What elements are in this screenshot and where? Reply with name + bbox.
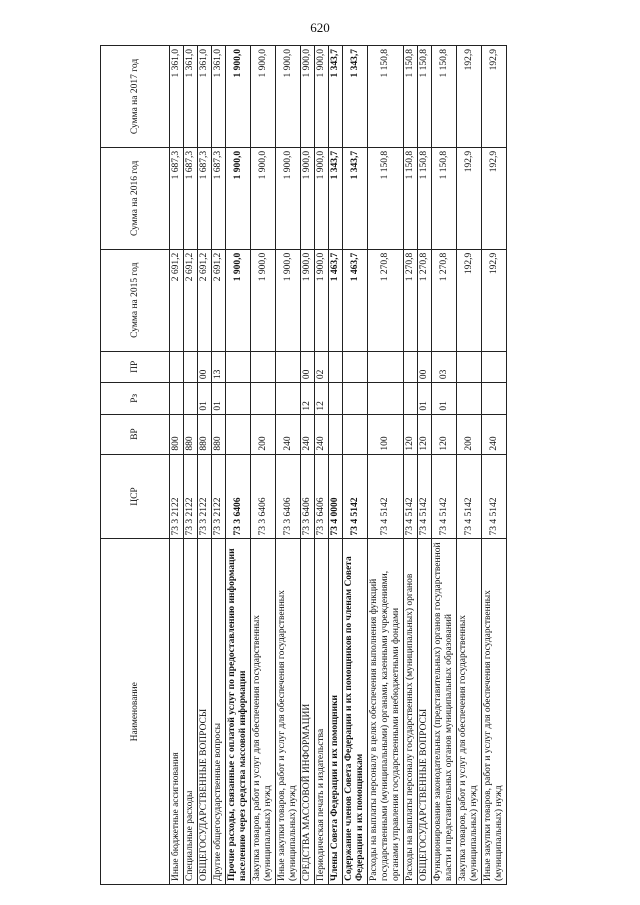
cell-sum-2016: 1 687,3 xyxy=(184,147,198,249)
cell-name: СРЕДСТВА МАССОВОЙ ИНФОРМАЦИИ xyxy=(301,539,315,885)
table-row xyxy=(482,46,507,885)
cell-sum-2015: 1 900,0 xyxy=(315,249,329,351)
cell-sum-2017: 1 361,0 xyxy=(212,46,226,148)
cell-csr: 73 4 5142 xyxy=(343,454,368,539)
table-row xyxy=(212,46,226,885)
cell-vr: 240 xyxy=(482,414,507,454)
header-sum-2015: Сумма на 2015 год xyxy=(101,249,170,351)
cell-csr: 73 4 5142 xyxy=(482,454,507,539)
table-row xyxy=(198,46,212,885)
cell-sum-2017: 1 361,0 xyxy=(184,46,198,148)
cell-sum-2015: 1 270,8 xyxy=(418,249,432,351)
cell-sum-2016: 1 687,3 xyxy=(212,147,226,249)
cell-csr: 73 3 6406 xyxy=(226,454,251,539)
cell-pr xyxy=(184,351,198,383)
cell-vr xyxy=(343,414,368,454)
cell-pr: 13 xyxy=(212,351,226,383)
cell-rz xyxy=(329,383,343,415)
cell-name: Иные бюджетные ассигнования xyxy=(170,539,184,885)
cell-sum-2017: 1 900,0 xyxy=(251,46,276,148)
cell-vr: 880 xyxy=(198,414,212,454)
cell-sum-2015: 2 691,2 xyxy=(184,249,198,351)
cell-name: Члены Совета Федерации и их помощники xyxy=(329,539,343,885)
table-row xyxy=(343,46,368,885)
budget-table xyxy=(100,45,507,885)
cell-pr: 00 xyxy=(198,351,212,383)
table-row xyxy=(226,46,251,885)
cell-sum-2015: 2 691,2 xyxy=(212,249,226,351)
cell-csr: 73 4 0000 xyxy=(329,454,343,539)
cell-sum-2017: 1 361,0 xyxy=(198,46,212,148)
cell-sum-2016: 1 343,7 xyxy=(343,147,368,249)
cell-pr xyxy=(170,351,184,383)
cell-name: Периодическая печать и издательства xyxy=(315,539,329,885)
cell-rz xyxy=(184,383,198,415)
cell-pr xyxy=(482,351,507,383)
cell-sum-2017: 1 900,0 xyxy=(315,46,329,148)
cell-name: Специальные расходы xyxy=(184,539,198,885)
cell-sum-2017: 1 900,0 xyxy=(276,46,301,148)
cell-rz xyxy=(368,383,404,415)
cell-vr: 120 xyxy=(432,414,457,454)
cell-rz xyxy=(482,383,507,415)
table-row xyxy=(184,46,198,885)
cell-vr: 240 xyxy=(301,414,315,454)
cell-name: Функционирование законодательных (представительных) органов государственной власти и представительных органов муниципальных образований xyxy=(432,539,457,885)
cell-name: Расходы на выплаты персоналу в целях обеспечения выполнения функций государственными (муниципальными) органами, казенными учреждениями, органами управления государственными внебюджетными фондами xyxy=(368,539,404,885)
cell-name: ОБЩЕГОСУДАРСТВЕННЫЕ ВОПРОСЫ xyxy=(198,539,212,885)
cell-vr: 240 xyxy=(315,414,329,454)
cell-sum-2015: 1 270,8 xyxy=(432,249,457,351)
cell-pr xyxy=(368,351,404,383)
cell-rz xyxy=(276,383,301,415)
table-row xyxy=(251,46,276,885)
table-row xyxy=(432,46,457,885)
cell-sum-2017: 1 361,0 xyxy=(170,46,184,148)
cell-csr: 73 4 5142 xyxy=(368,454,404,539)
cell-sum-2015: 1 463,7 xyxy=(343,249,368,351)
cell-vr xyxy=(226,414,251,454)
cell-rz: 01 xyxy=(432,383,457,415)
cell-sum-2017: 1 150,8 xyxy=(418,46,432,148)
cell-sum-2017: 1 343,7 xyxy=(329,46,343,148)
cell-vr: 800 xyxy=(170,414,184,454)
cell-rz: 01 xyxy=(418,383,432,415)
cell-sum-2016: 1 900,0 xyxy=(226,147,251,249)
cell-sum-2016: 1 150,8 xyxy=(432,147,457,249)
cell-sum-2015: 1 270,8 xyxy=(404,249,418,351)
cell-name: ОБЩЕГОСУДАРСТВЕННЫЕ ВОПРОСЫ xyxy=(418,539,432,885)
cell-pr xyxy=(343,351,368,383)
cell-sum-2015: 1 900,0 xyxy=(251,249,276,351)
header-sum-2017: Сумма на 2017 год xyxy=(101,46,170,148)
cell-vr xyxy=(329,414,343,454)
table-row xyxy=(315,46,329,885)
table-row xyxy=(368,46,404,885)
cell-sum-2017: 192,9 xyxy=(457,46,482,148)
cell-csr: 73 3 6406 xyxy=(315,454,329,539)
cell-rz: 12 xyxy=(301,383,315,415)
cell-sum-2016: 192,9 xyxy=(482,147,507,249)
cell-sum-2016: 1 687,3 xyxy=(198,147,212,249)
cell-name: Расходы на выплаты персоналу государственных (муниципальных) органов xyxy=(404,539,418,885)
table-header-row xyxy=(101,46,170,885)
cell-rz: 12 xyxy=(315,383,329,415)
cell-sum-2016: 192,9 xyxy=(457,147,482,249)
cell-vr: 200 xyxy=(251,414,276,454)
cell-name: Прочие расходы, связанные с оплатой услуг по предоставлению информации населению через средства массовой информации xyxy=(226,539,251,885)
cell-csr: 73 4 5142 xyxy=(404,454,418,539)
cell-name: Другие общегосударственные вопросы xyxy=(212,539,226,885)
cell-pr xyxy=(329,351,343,383)
header-csr: ЦСР xyxy=(101,454,170,539)
table-row xyxy=(404,46,418,885)
cell-sum-2016: 1 900,0 xyxy=(301,147,315,249)
header-pr: ПР xyxy=(101,351,170,383)
cell-sum-2017: 192,9 xyxy=(482,46,507,148)
cell-csr: 73 4 5142 xyxy=(432,454,457,539)
cell-sum-2017: 1 900,0 xyxy=(301,46,315,148)
cell-sum-2016: 1 150,8 xyxy=(418,147,432,249)
table-row xyxy=(329,46,343,885)
cell-sum-2016: 1 900,0 xyxy=(251,147,276,249)
cell-sum-2017: 1 343,7 xyxy=(343,46,368,148)
cell-rz xyxy=(251,383,276,415)
cell-csr: 73 3 6406 xyxy=(251,454,276,539)
cell-pr: 02 xyxy=(315,351,329,383)
budget-table-container xyxy=(100,45,507,885)
header-vr: ВР xyxy=(101,414,170,454)
cell-rz: 01 xyxy=(198,383,212,415)
cell-vr: 100 xyxy=(368,414,404,454)
header-sum-2016: Сумма на 2016 год xyxy=(101,147,170,249)
cell-sum-2015: 1 463,7 xyxy=(329,249,343,351)
cell-name: Иные закупки товаров, работ и услуг для обеспечения государственных (муниципальных) нужд xyxy=(276,539,301,885)
cell-sum-2015: 1 270,8 xyxy=(368,249,404,351)
cell-rz xyxy=(343,383,368,415)
cell-pr xyxy=(226,351,251,383)
cell-sum-2016: 1 900,0 xyxy=(315,147,329,249)
cell-rz xyxy=(457,383,482,415)
table-row xyxy=(301,46,315,885)
table-row xyxy=(418,46,432,885)
page-number: 620 xyxy=(310,20,330,35)
cell-sum-2015: 192,9 xyxy=(482,249,507,351)
cell-name: Закупка товаров, работ и услуг для обеспечения государственных (муниципальных) нужд xyxy=(251,539,276,885)
cell-pr xyxy=(276,351,301,383)
cell-sum-2016: 1 343,7 xyxy=(329,147,343,249)
cell-csr: 73 3 6406 xyxy=(301,454,315,539)
cell-vr: 120 xyxy=(404,414,418,454)
cell-sum-2017: 1 150,8 xyxy=(432,46,457,148)
table-row xyxy=(457,46,482,885)
cell-pr: 00 xyxy=(301,351,315,383)
cell-pr: 03 xyxy=(432,351,457,383)
cell-sum-2017: 1 900,0 xyxy=(226,46,251,148)
cell-sum-2015: 2 691,2 xyxy=(198,249,212,351)
cell-name: Содержание членов Совета Федерации и их помощников по членам Совета Федерации и их помощникам xyxy=(343,539,368,885)
cell-pr xyxy=(251,351,276,383)
cell-vr: 120 xyxy=(418,414,432,454)
cell-sum-2016: 1 150,8 xyxy=(368,147,404,249)
cell-csr: 73 4 5142 xyxy=(457,454,482,539)
cell-csr: 73 3 2122 xyxy=(184,454,198,539)
cell-pr: 00 xyxy=(418,351,432,383)
header-rz: Рз xyxy=(101,383,170,415)
cell-sum-2017: 1 150,8 xyxy=(368,46,404,148)
cell-rz xyxy=(404,383,418,415)
cell-name: Иные закупки товаров, работ и услуг для обеспечения государственных (муниципальных) нужд xyxy=(482,539,507,885)
cell-vr: 880 xyxy=(212,414,226,454)
cell-rz xyxy=(226,383,251,415)
cell-csr: 73 3 2122 xyxy=(170,454,184,539)
cell-sum-2015: 192,9 xyxy=(457,249,482,351)
table-row xyxy=(170,46,184,885)
cell-sum-2015: 2 691,2 xyxy=(170,249,184,351)
cell-pr xyxy=(457,351,482,383)
cell-vr: 880 xyxy=(184,414,198,454)
cell-rz: 01 xyxy=(212,383,226,415)
cell-sum-2016: 1 150,8 xyxy=(404,147,418,249)
cell-sum-2015: 1 900,0 xyxy=(276,249,301,351)
cell-vr: 240 xyxy=(276,414,301,454)
cell-vr: 200 xyxy=(457,414,482,454)
cell-sum-2017: 1 150,8 xyxy=(404,46,418,148)
cell-pr xyxy=(404,351,418,383)
cell-sum-2016: 1 687,3 xyxy=(170,147,184,249)
cell-rz xyxy=(170,383,184,415)
cell-name: Закупка товаров, работ и услуг для обеспечения государственных (муниципальных) нужд xyxy=(457,539,482,885)
cell-csr: 73 3 2122 xyxy=(212,454,226,539)
table-row xyxy=(276,46,301,885)
cell-sum-2016: 1 900,0 xyxy=(276,147,301,249)
header-name: Наименование xyxy=(101,539,170,885)
cell-csr: 73 3 6406 xyxy=(276,454,301,539)
table-body xyxy=(170,46,507,885)
cell-sum-2015: 1 900,0 xyxy=(226,249,251,351)
cell-sum-2015: 1 900,0 xyxy=(301,249,315,351)
cell-csr: 73 3 2122 xyxy=(198,454,212,539)
cell-csr: 73 4 5142 xyxy=(418,454,432,539)
